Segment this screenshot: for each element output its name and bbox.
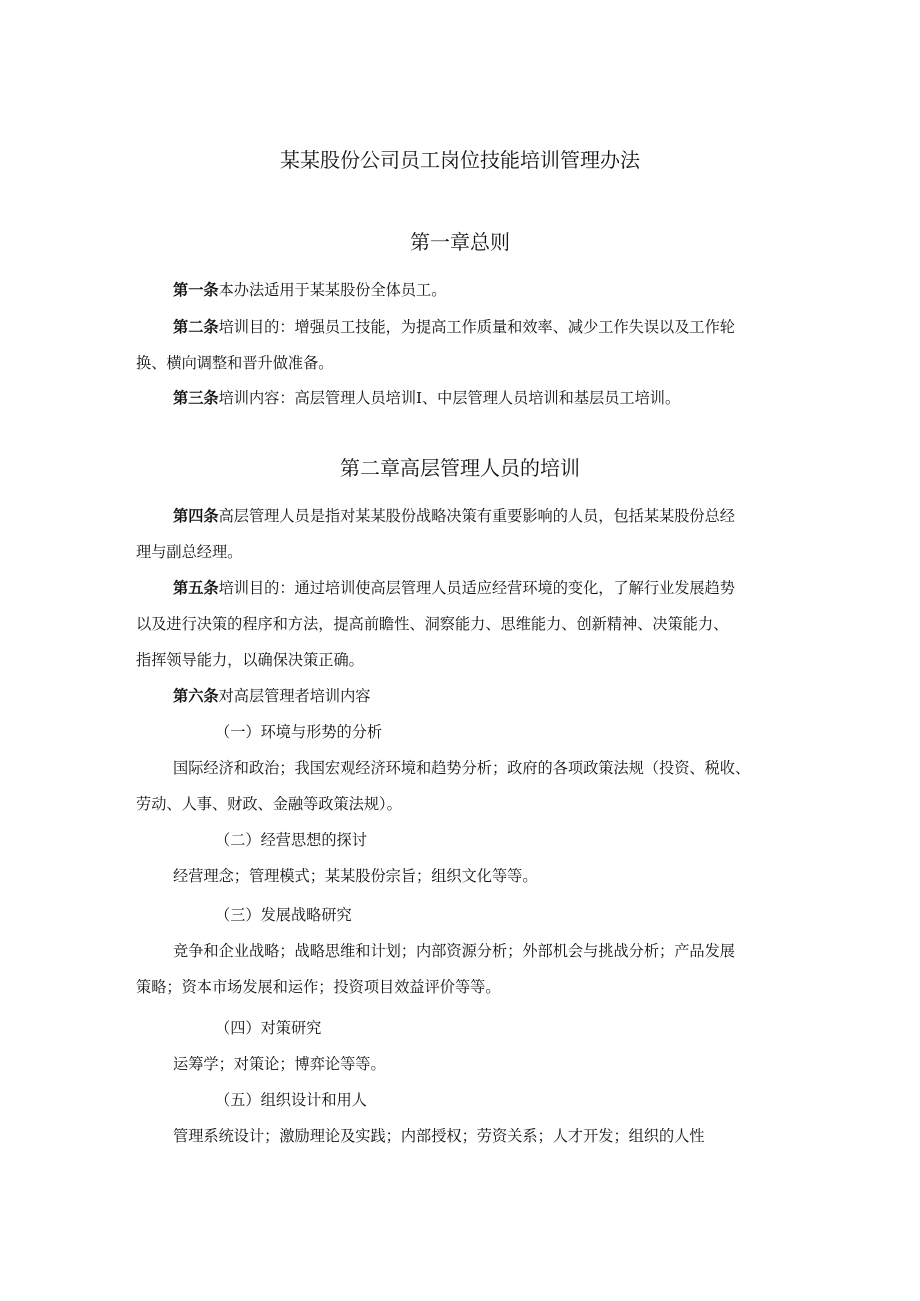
document-title: 某某股份公司员工岗位技能培训管理办法: [280, 148, 640, 172]
item-5-line-1: 管理系统设计；激励理论及实践；内部授权；劳资关系；人才开发；组织的人性: [173, 1127, 705, 1145]
article-2-line-1: 培训目的：增强员工技能，为提高工作质量和效率、减少工作失误以及工作轮: [218, 318, 735, 336]
article-2: [136, 309, 813, 381]
article-4-line-1: 高层管理人员是指对某某股份战略决策有重要影响的人员，包括某某股份总经: [218, 507, 735, 525]
chapter-2-heading: 第二章高层管理人员的培训: [340, 456, 580, 480]
article-5-line-2: 以及进行决策的程序和方法，提高前瞻性、洞察能力、思维能力、创新精神、决策能力、: [136, 615, 729, 633]
article-2-label: 第二条: [173, 318, 219, 336]
article-5-label: 第五条: [173, 579, 219, 597]
article-4-label: 第四条: [173, 507, 219, 525]
item-5-body: [173, 1118, 813, 1154]
item-4-heading: （四）对策研究: [215, 1019, 322, 1037]
item-2-line-1: 经营理念；管理模式；某某股份宗旨；组织文化等等。: [173, 867, 538, 885]
article-6: [173, 678, 813, 714]
item-3-body: [136, 933, 813, 1005]
article-1: [173, 272, 813, 308]
item-1-body: [136, 750, 813, 822]
chapter-1-heading: 第一章总则: [410, 230, 510, 254]
item-1-line-2: 劳动、人事、财政、金融等政策法规）。: [136, 795, 402, 813]
article-3-label: 第三条: [173, 389, 219, 407]
item-1-heading: （一）环境与形势的分析: [215, 723, 383, 741]
article-3-text: 培训内容：高层管理人员培训I、中层管理人员培训和基层员工培训。: [218, 389, 681, 407]
article-1-text: 本办法适用于某某股份全体员工。: [218, 281, 447, 299]
article-4: [136, 498, 813, 570]
item-4-line-1: 运筹学；对策论；博弈论等等。: [173, 1055, 386, 1073]
item-4-body: [173, 1046, 813, 1082]
article-2-line-2: 换、横向调整和晋升做准备。: [136, 354, 334, 372]
article-5: [136, 570, 813, 678]
item-5-heading: （五）组织设计和用人: [215, 1091, 367, 1109]
article-6-text: 对高层管理者培训内容: [218, 687, 371, 705]
item-3-line-1: 竞争和企业战略；战略思维和计划；内部资源分析；外部机会与挑战分析；产品发展: [173, 942, 735, 960]
article-3: [173, 380, 813, 416]
article-6-label: 第六条: [173, 687, 219, 705]
article-1-label: 第一条: [173, 281, 219, 299]
article-5-line-3: 指挥领导能力，以确保决策正确。: [136, 651, 364, 669]
item-3-heading: （三）发展战略研究: [215, 906, 352, 924]
item-3-line-2: 策略；资本市场发展和运作；投资项目效益评价等等。: [136, 978, 501, 996]
item-2-heading: （二）经营思想的探讨: [215, 831, 367, 849]
article-5-line-1: 培训目的：通过培训使高层管理人员适应经营环境的变化，了解行业发展趋势: [218, 579, 735, 597]
item-2-body: [173, 858, 813, 894]
item-1-line-1: 国际经济和政治；我国宏观经济环境和趋势分析；政府的各项政策法规（投资、税收、: [173, 759, 751, 777]
article-4-line-2: 理与副总经理。: [136, 543, 243, 561]
